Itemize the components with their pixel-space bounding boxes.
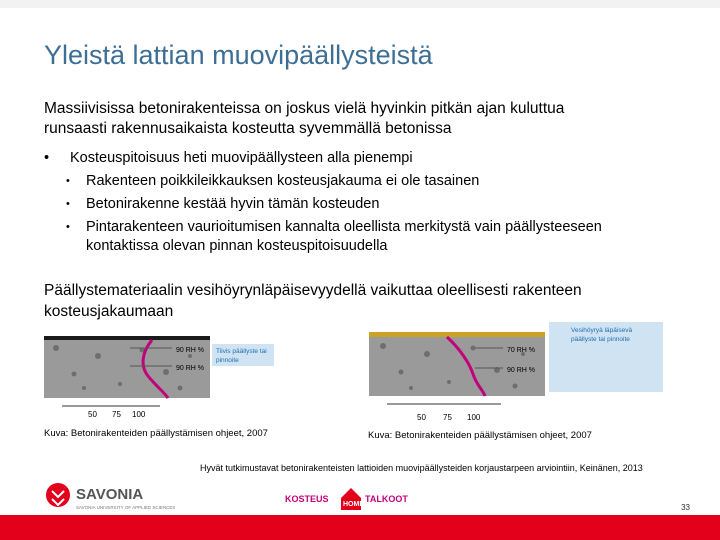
tick-label: 100 [467,413,481,422]
bullet-dot: • [44,150,50,166]
tick-label: 100 [132,410,146,419]
bullet-dot: • [66,175,70,187]
page-number: 33 [681,503,690,512]
sub-bullet [66,172,626,191]
figure-dense-coating [40,326,330,421]
savonia-logo [44,481,204,513]
kosteus-home-talkoot-logo [285,484,415,514]
coating-label-2: päällyste tai pinnoite [571,336,630,343]
talkoot-wordmark: TALKOOT [365,494,408,504]
tick-label: 75 [112,410,121,419]
bullet-dot: • [66,198,70,210]
bottom-bar [0,515,720,540]
rh-label-top: 90 RH % [176,347,205,354]
sub-bullet-text: Rakenteen poikkileikkauksen kosteusjakauma ei ole tasainen [86,173,480,189]
savonia-subtitle: SAVONIA UNIVERSITY OF APPLIED SCIENCES [76,505,176,510]
intro-line-2: runsaasti rakennusaikaista kosteutta syvemmällä betonissa [44,120,452,137]
savonia-logo-mark [46,483,70,507]
tick-label: 75 [443,413,452,422]
top-rule [0,0,720,8]
tick-label: 50 [417,413,426,422]
coating-label-2: pinnoite [216,357,239,364]
sub-bullet [66,218,626,256]
page-title: Yleistä lattian muovipäällysteistä [44,40,433,70]
sub-bullet-text: Betonirakenne kestää hyvin tämän kosteuden [86,196,380,212]
coating-label-1: Tiivis päällyste tai [216,348,267,355]
conclusion-line-1: Päällystemateriaalin vesihöyrynläpäisevyydellä vaikuttaa oleellisesti rakenteen [44,282,582,299]
dense-coating-layer [44,336,210,340]
rh-label-top: 70 RH % [507,347,536,354]
permeable-coating-layer [369,332,545,337]
bullet-main-text: Kosteuspitoisuus heti muovipäällysteen alla pienempi [70,150,413,166]
figure-right-caption: Kuva: Betonirakenteiden päällystämisen ohjeet, 2007 [368,430,592,441]
coating-label-1: Vesihöyryä läpäisevä [571,327,633,334]
conclusion-line-2: kosteusjakaumaan [44,303,174,320]
rh-label-mid: 90 RH % [507,367,536,374]
concrete-slab [369,332,545,396]
intro-line-1: Massiivisissa betonirakenteissa on joskus vielä hyvinkin pitkän ajan kuluttua [44,100,565,117]
home-wordmark: HOME [343,501,364,508]
sub-bullet-text: Pintarakenteen vaurioitumisen kannalta oleellista merkitystä vain päällysteeseen kontaktissa olevan pinnan kosteuspitoisuudella [86,219,602,254]
bullet-dot: • [66,221,70,233]
kosteus-wordmark: KOSTEUS [285,494,329,504]
rh-label-mid: 90 RH % [176,365,205,372]
figure-permeable-coating [365,318,665,425]
sub-bullet [66,195,626,214]
tick-label: 50 [88,410,97,419]
source-citation: Hyvät tutkimustavat betonirakenteisten lattioiden muovipäällysteiden korjaustarpeen arviointiin, Keinänen, 2013 [200,463,643,473]
savonia-wordmark: SAVONIA [76,486,144,503]
figure-left-caption: Kuva: Betonirakenteiden päällystämisen ohjeet, 2007 [44,428,268,439]
